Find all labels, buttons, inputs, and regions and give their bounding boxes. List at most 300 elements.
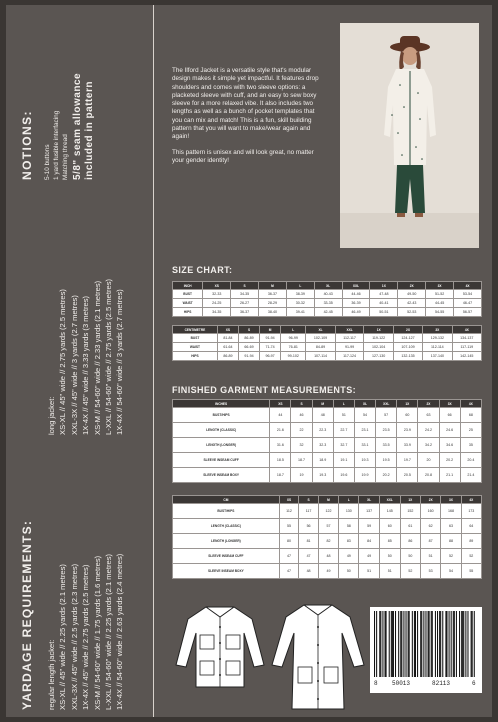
table-row xyxy=(173,308,482,317)
barcode-bar xyxy=(454,611,455,677)
table-row xyxy=(173,290,482,299)
barcode-bar xyxy=(398,611,399,677)
table-header-cell: 3X xyxy=(441,496,461,504)
size-chart-cm-table xyxy=(172,325,482,361)
barcode-bar xyxy=(391,611,392,677)
table-cell: 19.6 xyxy=(333,468,354,483)
barcode-bar xyxy=(456,611,457,677)
table-row xyxy=(173,519,482,534)
yardage-row: XXL-3X // 45" wide // 2.5 yards (2.3 metres) xyxy=(69,563,79,710)
table-header-cell: M xyxy=(260,326,281,334)
barcode-bar xyxy=(392,611,393,677)
table-cell: 19 xyxy=(291,468,312,483)
column-divider xyxy=(153,5,154,717)
table-cell: 107-114 xyxy=(306,352,335,361)
barcode-bar xyxy=(401,611,402,677)
table-row-label: LENGTH (LONGER) xyxy=(173,534,280,549)
table-cell: 83 xyxy=(339,534,359,549)
table-header-cell: XXL xyxy=(342,282,370,290)
table-cell: 42-45 xyxy=(314,308,342,317)
barcode-bar xyxy=(445,611,446,677)
table-row-label: SLEEVE INSEAM BOXY xyxy=(173,564,280,579)
table-cell: 50 xyxy=(400,549,420,564)
table-cell: 40-43 xyxy=(314,290,342,299)
barcode-bar xyxy=(463,611,464,677)
table-cell: 32-33 xyxy=(203,290,231,299)
table-cell: 54 xyxy=(354,408,375,423)
barcode-bar xyxy=(395,611,396,677)
barcode-bar xyxy=(437,611,438,677)
table-cell: 18.5 xyxy=(270,453,291,468)
table-cell: 64 xyxy=(461,519,481,534)
table-cell: 152 xyxy=(400,504,420,519)
table-cell: 89 xyxy=(461,534,481,549)
barcode-bar xyxy=(459,611,460,677)
yardage-heading: YARDAGE REQUIREMENTS: xyxy=(20,519,34,710)
table-header-row xyxy=(173,326,482,334)
table-cell: 35 xyxy=(460,438,481,453)
yardage-row: L-XXL // 54-60" wide // 2.25 yards (2.1 metres) xyxy=(104,553,114,710)
table-row xyxy=(173,408,482,423)
table-header-cell: L xyxy=(339,496,359,504)
barcode-bars xyxy=(370,607,482,679)
barcode-bar xyxy=(442,611,443,677)
yardage-row: 1X-4X // 54-60" wide // 2.63 yards (2.4 metres) xyxy=(115,553,125,710)
table-header-cell: 4X xyxy=(461,496,481,504)
table-cell: 129-132 xyxy=(423,334,452,343)
table-header-cell: 3X xyxy=(426,282,454,290)
table-cell: 47 xyxy=(279,549,299,564)
table-cell: 52-53 xyxy=(398,308,426,317)
table-cell: 40-41 xyxy=(370,299,398,308)
table-cell: 62 xyxy=(421,519,441,534)
table-row xyxy=(173,423,482,438)
table-row xyxy=(173,334,482,343)
table-cell: 20.4 xyxy=(460,453,481,468)
barcode-group-1: 50013 xyxy=(392,680,411,687)
table-cell: 107-109 xyxy=(393,343,422,352)
table-cell: 33-35 xyxy=(314,299,342,308)
table-header-cell: M xyxy=(312,400,333,408)
table-cell: 145 xyxy=(379,504,400,519)
barcode-bar xyxy=(465,611,466,677)
barcode-bar xyxy=(449,611,450,677)
table-row-label: BUST xyxy=(173,290,203,299)
table-row-label: HIPS xyxy=(173,308,203,317)
garment-cm-table xyxy=(172,495,482,579)
table-row-label: LENGTH (CLASSIC) xyxy=(173,519,280,534)
table-cell: 168 xyxy=(441,504,461,519)
yardage-long xyxy=(46,279,126,435)
notions-list xyxy=(43,111,70,180)
table-row-label: SLEEVE INSEAM BOXY xyxy=(173,468,270,483)
table-header-cell: S xyxy=(291,400,312,408)
table-row xyxy=(173,453,482,468)
table-cell: 21.1 xyxy=(439,468,460,483)
table-cell: 22 xyxy=(291,423,312,438)
table-cell: 52 xyxy=(400,564,420,579)
description-paragraph: The Ilford Jacket is a versatile style that's modular design makes it simple yet impactful. It features drop shoulders and comes with two sleeve options: a placketed sleeve with cuff, and an easy to sew boxy sleeve for a more relaxed vibe. It also includes two lengths as well as a bunch of pocket templates that you can mix and match! This is a fun, skill building pattern that you will want to make/wear again and again! xyxy=(172,67,319,141)
barcode-bar xyxy=(425,611,426,677)
table-cell: 32.3 xyxy=(312,438,333,453)
table-cell: 117 xyxy=(299,504,319,519)
table-header-cell: 2X xyxy=(398,282,426,290)
barcode-bar xyxy=(429,611,430,677)
barcode-bar xyxy=(379,611,380,677)
table-cell: 88 xyxy=(441,534,461,549)
table-header-cell: 3X xyxy=(423,326,452,334)
table-cell: 54-55 xyxy=(426,308,454,317)
table-cell: 96-99 xyxy=(281,334,306,343)
table-cell: 68 xyxy=(460,408,481,423)
table-header-cell: 1X xyxy=(400,496,420,504)
table-cell: 30-32 xyxy=(286,299,314,308)
table-header-cell: XS xyxy=(270,400,291,408)
table-header-cell: 2X xyxy=(418,400,439,408)
barcode-bar xyxy=(376,611,377,677)
table-row xyxy=(173,504,482,519)
table-cell: 19.7 xyxy=(397,453,418,468)
yardage-row: 1X-4X // 45" wide // 3.33 yards (3 metres) xyxy=(81,295,91,435)
yardage-row: XS-XL // 45" wide // 2.25 yards (2.1 metres) xyxy=(58,564,68,710)
barcode-bar xyxy=(386,611,387,677)
table-cell: 59 xyxy=(359,519,379,534)
table-cell: 124-127 xyxy=(393,334,422,343)
barcode-bar xyxy=(409,611,410,677)
table-cell: 91-94 xyxy=(238,352,259,361)
barcode-bar xyxy=(412,611,413,677)
table-cell: 102-109 xyxy=(306,334,335,343)
yardage-long-title: long jacket: xyxy=(47,396,56,435)
table-row xyxy=(173,468,482,483)
table-header-cell: 4X xyxy=(460,400,481,408)
table-cell: 76-81 xyxy=(281,343,306,352)
table-row-label: WAIST xyxy=(173,299,203,308)
table-cell: 51 xyxy=(359,564,379,579)
barcode-bar xyxy=(393,611,394,677)
table-row-label: WAIST xyxy=(173,343,218,352)
table-cell: 42-43 xyxy=(398,299,426,308)
table-cell: 23.5 xyxy=(376,423,397,438)
barcode-bar xyxy=(451,611,452,677)
table-header-cell: 4X xyxy=(452,326,481,334)
table-header-cell: XXL xyxy=(376,400,397,408)
table-header-cell: S xyxy=(231,282,259,290)
barcode-bar xyxy=(439,611,440,677)
table-cell: 38-39 xyxy=(286,290,314,299)
table-cell: 81 xyxy=(299,534,319,549)
table-cell: 32.7 xyxy=(333,438,354,453)
table-cell: 21.6 xyxy=(270,423,291,438)
table-cell: 34-35 xyxy=(231,290,259,299)
table-header-cell: CM xyxy=(173,496,280,504)
table-cell: 48 xyxy=(318,549,338,564)
table-row xyxy=(173,438,482,453)
table-cell: 44 xyxy=(270,408,291,423)
table-header-cell: M xyxy=(259,282,287,290)
barcode-bar xyxy=(471,611,472,677)
barcode-group-2: 82113 xyxy=(432,680,451,687)
barcode-bar xyxy=(382,611,383,677)
table-cell: 60 xyxy=(397,408,418,423)
table-header-cell: L xyxy=(286,282,314,290)
table-cell: 102-104 xyxy=(364,343,393,352)
table-cell: 46-49 xyxy=(342,308,370,317)
barcode-bar xyxy=(428,611,429,677)
table-header-cell: XXL xyxy=(379,496,400,504)
model-photo xyxy=(340,23,479,248)
table-cell: 36-37 xyxy=(259,290,287,299)
barcode-bar xyxy=(435,611,436,677)
table-header-cell: XL xyxy=(306,326,335,334)
table-cell: 47 xyxy=(279,564,299,579)
table-cell: 82 xyxy=(318,534,338,549)
table-row xyxy=(173,343,482,352)
notion-item: 5-10 buttons xyxy=(44,144,51,180)
table-cell: 112-117 xyxy=(335,334,364,343)
table-cell: 20.5 xyxy=(397,468,418,483)
table-row xyxy=(173,352,482,361)
table-cell: 22.7 xyxy=(333,423,354,438)
barcode-bar xyxy=(421,611,422,677)
size-chart-inch-table xyxy=(172,281,482,317)
table-cell: 32 xyxy=(291,438,312,453)
table-cell: 112-114 xyxy=(423,343,452,352)
table-cell: 33.5 xyxy=(376,438,397,453)
table-header-cell: XS xyxy=(279,496,299,504)
table-cell: 54 xyxy=(441,564,461,579)
table-cell: 142-145 xyxy=(452,352,481,361)
table-cell: 36-37 xyxy=(231,308,259,317)
table-cell: 26-27 xyxy=(231,299,259,308)
table-cell: 117-119 xyxy=(452,343,481,352)
size-chart-heading: SIZE CHART: xyxy=(172,265,233,275)
table-header-row xyxy=(173,282,482,290)
seam-line-1: 5/8" seam allowance xyxy=(72,72,83,180)
seam-allowance-note xyxy=(72,73,96,180)
table-cell: 34.6 xyxy=(439,438,460,453)
table-cell: 33.1 xyxy=(354,438,375,453)
table-header-cell: S xyxy=(299,496,319,504)
table-cell: 86-89 xyxy=(238,334,259,343)
barcode-bar xyxy=(453,611,454,677)
table-cell: 19.9 xyxy=(354,468,375,483)
table-cell: 61-64 xyxy=(217,343,238,352)
table-header-cell: L xyxy=(333,400,354,408)
table-cell: 25 xyxy=(460,423,481,438)
table-cell: 84 xyxy=(359,534,379,549)
table-header-row xyxy=(173,400,482,408)
barcode-bar xyxy=(423,611,424,677)
yardage-row: 1X-4X // 54-60" wide // 3 yards (2.7 metres) xyxy=(115,289,125,435)
barcode-bar xyxy=(432,611,433,677)
table-cell: 60 xyxy=(379,519,400,534)
notions-heading: NOTIONS: xyxy=(20,110,34,180)
yardage-row: 1X-4X // 45" wide // 2.75 yards (2.5 metres) xyxy=(81,564,91,710)
table-cell: 28-29 xyxy=(259,299,287,308)
table-cell: 137-140 xyxy=(423,352,452,361)
barcode-bar xyxy=(414,611,415,677)
table-cell: 49 xyxy=(339,549,359,564)
table-header-cell: XL xyxy=(359,496,379,504)
table-cell: 57 xyxy=(376,408,397,423)
table-cell: 134-137 xyxy=(452,334,481,343)
garment-measurements-heading: FINISHED GARMENT MEASUREMENTS: xyxy=(172,385,357,395)
table-cell: 99-102 xyxy=(281,352,306,361)
barcode-bar xyxy=(380,611,381,677)
table-header-cell: 3X xyxy=(439,400,460,408)
table-cell: 49-50 xyxy=(398,290,426,299)
barcode-left-digit: 8 xyxy=(374,680,378,687)
barcode-bar xyxy=(389,611,390,677)
table-cell: 71-74 xyxy=(260,343,281,352)
table-row-label: LENGTH (LONGER) xyxy=(173,438,270,453)
barcode-bar xyxy=(403,611,404,677)
table-cell: 51-52 xyxy=(426,290,454,299)
yardage-regular-title: regular length jacket: xyxy=(47,639,56,710)
barcode-bar xyxy=(440,611,441,677)
notion-item: 1 yard fusible interfacing xyxy=(53,110,60,180)
table-cell: 86-89 xyxy=(217,352,238,361)
barcode-bar xyxy=(400,611,401,677)
jacket-short-sketch xyxy=(174,603,266,695)
table-row-label: SLEEVE INSEAM CUFF xyxy=(173,549,280,564)
table-cell: 18.7 xyxy=(270,468,291,483)
table-row-label: BUST xyxy=(173,334,218,343)
barcode xyxy=(370,607,482,693)
table-cell: 52 xyxy=(461,549,481,564)
table-cell: 46 xyxy=(291,408,312,423)
table-cell: 119-122 xyxy=(364,334,393,343)
table-cell: 24.6 xyxy=(439,423,460,438)
table-cell: 44-46 xyxy=(342,290,370,299)
table-header-cell: XS xyxy=(203,282,231,290)
table-cell: 34-35 xyxy=(203,308,231,317)
table-cell: 51 xyxy=(421,549,441,564)
table-cell: 46-47 xyxy=(454,299,482,308)
yardage-row: XS-XL // 45" wide // 2.75 yards (2.5 metres) xyxy=(58,289,68,435)
table-cell: 19.3 xyxy=(312,468,333,483)
table-cell: 22.3 xyxy=(312,423,333,438)
table-row-label: BUST/HIPS xyxy=(173,408,270,423)
table-cell: 91-94 xyxy=(260,334,281,343)
table-cell: 117-124 xyxy=(335,352,364,361)
table-cell: 91-99 xyxy=(335,343,364,352)
table-cell: 21.4 xyxy=(460,468,481,483)
table-cell: 85 xyxy=(379,534,400,549)
table-cell: 122 xyxy=(318,504,338,519)
table-cell: 52 xyxy=(441,549,461,564)
table-header-cell: XXL xyxy=(335,326,364,334)
barcode-bar xyxy=(420,611,421,677)
table-cell: 137 xyxy=(359,504,379,519)
table-cell: 44-45 xyxy=(426,299,454,308)
barcode-bar xyxy=(462,611,463,677)
table-cell: 173 xyxy=(461,504,481,519)
table-header-cell: XL xyxy=(354,400,375,408)
barcode-bar xyxy=(385,611,386,677)
table-cell: 36-39 xyxy=(342,299,370,308)
table-header-cell: XS xyxy=(217,326,238,334)
table-cell: 51 xyxy=(333,408,354,423)
table-cell: 87 xyxy=(421,534,441,549)
table-cell: 39-41 xyxy=(286,308,314,317)
yardage-row: L-XXL // 54-60" wide // 2.75 yards (2.5 metres) xyxy=(104,278,114,435)
table-row-label: SLEEVE INSEAM CUFF xyxy=(173,453,270,468)
table-cell: 58 xyxy=(339,519,359,534)
table-header-cell: 2X xyxy=(393,326,422,334)
barcode-bar xyxy=(431,611,432,677)
table-cell: 34.2 xyxy=(418,438,439,453)
table-row xyxy=(173,299,482,308)
table-cell: 57 xyxy=(318,519,338,534)
table-cell: 63 xyxy=(418,408,439,423)
table-header-cell: INCH xyxy=(173,282,203,290)
table-header-row xyxy=(173,496,482,504)
table-cell: 61 xyxy=(400,519,420,534)
garment-inch-table xyxy=(172,399,482,483)
table-cell: 127-130 xyxy=(364,352,393,361)
seam-line-2: included in pattern xyxy=(84,81,95,180)
table-cell: 50-51 xyxy=(370,308,398,317)
table-cell: 24.2 xyxy=(418,423,439,438)
barcode-bar xyxy=(467,611,468,677)
notions-section xyxy=(20,110,34,180)
barcode-bar xyxy=(408,611,409,677)
table-cell: 20 xyxy=(418,453,439,468)
table-cell: 160 xyxy=(421,504,441,519)
table-cell: 23.1 xyxy=(354,423,375,438)
table-cell: 53-54 xyxy=(454,290,482,299)
barcode-bar xyxy=(417,611,418,677)
table-cell: 19.1 xyxy=(333,453,354,468)
table-cell: 66-69 xyxy=(238,343,259,352)
table-row-label: LENGTH (CLASSIC) xyxy=(173,423,270,438)
table-cell: 20.2 xyxy=(439,453,460,468)
table-cell: 31.6 xyxy=(270,438,291,453)
table-cell: 23.9 xyxy=(397,423,418,438)
pattern-back-cover xyxy=(6,5,492,717)
barcode-bar xyxy=(472,611,473,677)
table-cell: 19.5 xyxy=(376,453,397,468)
table-cell: 50 xyxy=(379,549,400,564)
barcode-bar xyxy=(461,611,462,677)
table-cell: 51 xyxy=(379,564,400,579)
table-row-label: BUST/HIPS xyxy=(173,504,280,519)
table-cell: 49 xyxy=(318,564,338,579)
table-cell: 63 xyxy=(441,519,461,534)
table-cell: 55 xyxy=(279,519,299,534)
table-row-label: HIPS xyxy=(173,352,218,361)
table-header-cell: 4X xyxy=(454,282,482,290)
pattern-description xyxy=(172,67,322,172)
table-cell: 19.3 xyxy=(354,453,375,468)
table-cell: 56 xyxy=(299,519,319,534)
yardage-regular xyxy=(46,554,126,710)
table-header-cell: INCHES xyxy=(173,400,270,408)
table-cell: 130 xyxy=(339,504,359,519)
yardage-heading-wrap xyxy=(20,520,34,710)
table-cell: 53 xyxy=(421,564,441,579)
table-cell: 47 xyxy=(299,549,319,564)
table-header-cell: 1X xyxy=(364,326,393,334)
barcode-bar xyxy=(415,611,416,677)
table-cell: 48 xyxy=(299,564,319,579)
table-header-cell: 1X xyxy=(397,400,418,408)
table-cell: 38-40 xyxy=(259,308,287,317)
table-header-cell: M xyxy=(318,496,338,504)
barcode-bar xyxy=(406,611,407,677)
